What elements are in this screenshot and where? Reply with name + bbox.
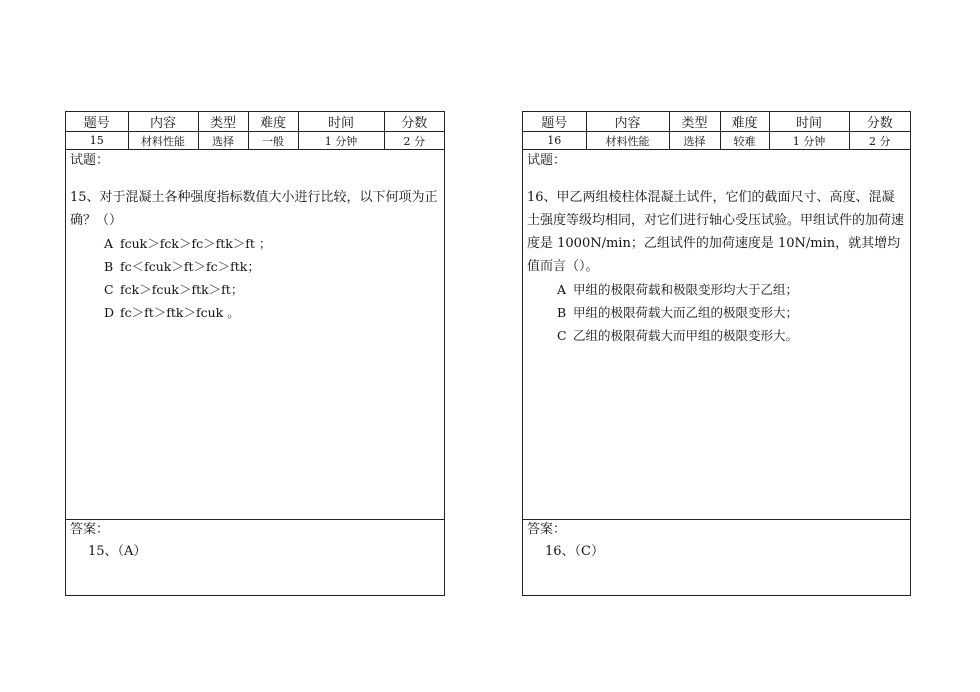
meta-table (523, 112, 910, 150)
question-card-15 (65, 111, 445, 596)
option-letter: D (104, 305, 115, 320)
meta-header-row (66, 112, 444, 132)
value-content: 材料性能 (586, 132, 669, 150)
value-id: 15 (66, 132, 128, 150)
option-d (70, 301, 440, 324)
value-score: 2 分 (384, 132, 444, 150)
header-id: 题号 (523, 112, 586, 132)
meta-header-row (523, 112, 910, 132)
option-a (527, 278, 906, 301)
header-type: 类型 (669, 112, 720, 132)
value-time: 1 分钟 (298, 132, 384, 150)
question-text: 16、甲乙两组棱柱体混凝土试件，它们的截面尺寸、高度、混凝土强度等级均相同，对它们进行轴心受压试验。甲组试件的加荷速度是 1000N/min；乙组试件的加荷速度是 10N/min，就其增均值而言（）。 (527, 190, 905, 274)
option-text: fcuk＞fck＞fc＞ftk＞ft ； (120, 236, 272, 251)
option-letter: A (104, 236, 114, 251)
header-time: 时间 (769, 112, 849, 132)
question-label: 试题： (70, 153, 110, 168)
header-score: 分数 (849, 112, 910, 132)
option-letter: A (557, 282, 567, 297)
question-label: 试题： (527, 153, 567, 168)
header-content: 内容 (586, 112, 669, 132)
option-b (70, 255, 440, 278)
answer-text: 16、（C） (545, 544, 604, 559)
value-time: 1 分钟 (769, 132, 849, 150)
option-letter: B (104, 259, 114, 274)
question-card-16 (522, 111, 911, 596)
header-content: 内容 (128, 112, 198, 132)
value-content: 材料性能 (128, 132, 198, 150)
answer-section (66, 520, 444, 564)
question-section (66, 150, 444, 520)
value-difficulty: 较难 (720, 132, 769, 150)
header-difficulty: 难度 (720, 112, 769, 132)
option-text: fc＜fcuk＞ft＞fc＞ftk； (120, 259, 260, 274)
meta-value-row (66, 132, 444, 150)
option-letter: C (557, 328, 567, 343)
header-score: 分数 (384, 112, 444, 132)
meta-value-row (523, 132, 910, 150)
answer-label: 答案： (527, 522, 567, 537)
value-type: 选择 (669, 132, 720, 150)
answer-text: 15、（A） (88, 544, 147, 559)
value-score: 2 分 (849, 132, 910, 150)
question-section (523, 150, 910, 520)
option-text: 甲组的极限荷载和极限变形均大于乙组； (573, 282, 799, 297)
option-c (527, 324, 906, 347)
option-text: fc＞ft＞ftk＞fcuk 。 (120, 305, 240, 320)
answer-section (523, 520, 910, 564)
option-b (527, 301, 906, 324)
header-id: 题号 (66, 112, 128, 132)
header-type: 类型 (198, 112, 248, 132)
value-id: 16 (523, 132, 586, 150)
option-letter: C (104, 282, 114, 297)
answer-label: 答案： (70, 522, 110, 537)
option-text: 乙组的极限荷载大而甲组的极限变形大。 (573, 328, 799, 343)
value-difficulty: 一般 (248, 132, 298, 150)
option-c (70, 278, 440, 301)
option-text: 甲组的极限荷载大而乙组的极限变形大； (573, 305, 799, 320)
option-letter: B (557, 305, 567, 320)
value-type: 选择 (198, 132, 248, 150)
header-difficulty: 难度 (248, 112, 298, 132)
meta-table (66, 112, 444, 150)
option-text: fck＞fcuk＞ftk＞ft； (120, 282, 244, 297)
option-a (70, 232, 440, 255)
header-time: 时间 (298, 112, 384, 132)
question-text: 15、对于混凝土各种强度指标数值大小进行比较，以下何项为正确？（） (70, 190, 438, 228)
